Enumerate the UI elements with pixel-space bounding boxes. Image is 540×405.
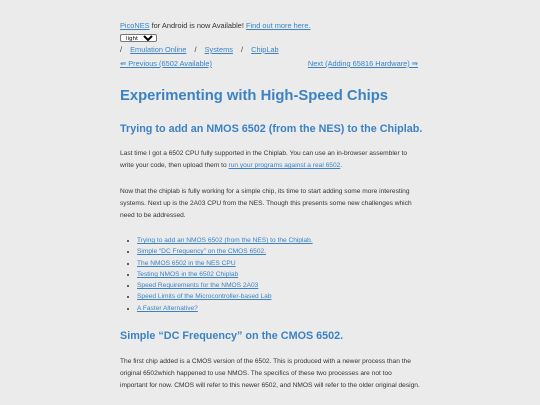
cmos-paragraph: The first chip added is a CMOS version of the 6502. This is produced with a newer process than the original 6502which happened to use NMOS. The specifics of these two processes are not too important for now. CMOS will refer to this newer 6502, and NMOS will refer to the older original design. bbox=[120, 358, 420, 390]
toc-link-speed-requirements[interactable]: Speed Requirements for the NMOS 2A03 bbox=[137, 282, 259, 290]
breadcrumb-systems[interactable]: Systems bbox=[204, 45, 233, 54]
breadcrumb-chiplab[interactable]: ChipLab bbox=[251, 45, 279, 54]
run-programs-link[interactable]: run your programs against a real 6502 bbox=[228, 162, 341, 170]
next-article-link[interactable]: Next (Adding 65816 Hardware) ⇛ bbox=[307, 59, 418, 68]
previous-article-link[interactable]: ⇚ Previous (6502 Available) bbox=[120, 59, 212, 68]
picones-link[interactable]: PicoNES bbox=[120, 21, 150, 30]
toc-link-faster-alternative[interactable]: A Faster Alternative? bbox=[137, 304, 198, 312]
toc-item bbox=[137, 258, 313, 269]
section-heading-nmos: Trying to add an NMOS 6502 (from the NES) to the Chiplab. bbox=[120, 123, 423, 135]
toc-item bbox=[137, 303, 313, 314]
theme-select[interactable] bbox=[120, 34, 157, 42]
toc-link-dc-frequency[interactable]: Simple “DC Frequency” on the CMOS 6502. bbox=[137, 248, 266, 256]
toc-link-speed-limits[interactable]: Speed Limits of the Microcontroller-based Lab bbox=[137, 293, 272, 301]
toc-item bbox=[137, 280, 313, 291]
toc-link-nmos-6502[interactable]: Trying to add an NMOS 6502 (from the NES) to the Chiplab. bbox=[137, 237, 313, 244]
table-of-contents bbox=[120, 235, 313, 314]
section-heading-dc-frequency: Simple “DC Frequency” on the CMOS 6502. bbox=[120, 330, 344, 342]
toc-link-testing-nmos[interactable]: Testing NMOS in the 6502 Chiplab bbox=[137, 270, 239, 278]
toc-item bbox=[137, 269, 313, 280]
breadcrumb-separator: / bbox=[120, 45, 123, 54]
find-out-more-link[interactable]: Find out more here. bbox=[246, 21, 311, 30]
intro-text: Last time I got a 6502 CPU fully supported in the Chiplab. You can use an in-browser assembler to write your code, then upload them to bbox=[120, 150, 407, 170]
toc-item bbox=[137, 291, 313, 302]
banner-text: for Android is now Available! bbox=[149, 21, 246, 30]
toc-link-nes-cpu[interactable]: The NMOS 6502 in the NES CPU bbox=[137, 259, 236, 267]
announcement-banner bbox=[120, 21, 311, 30]
page-title: Experimenting with High-Speed Chips bbox=[120, 88, 389, 104]
intro-text-end: . bbox=[340, 162, 343, 170]
intro-paragraph bbox=[120, 148, 420, 172]
next-chip-paragraph: Now that the chiplab is fully working for a simple chip, its time to start adding some more interesting systems. Next up is the 2A03 CPU from the NES. Though this presents some new challenges which need to be addressed. bbox=[120, 188, 412, 220]
toc-item bbox=[137, 246, 313, 257]
breadcrumb-separator: / bbox=[241, 45, 244, 54]
breadcrumb-emulation-online[interactable]: Emulation Online bbox=[130, 45, 187, 54]
breadcrumb-separator: / bbox=[194, 45, 197, 54]
toc-item bbox=[137, 235, 313, 246]
breadcrumb bbox=[120, 45, 285, 54]
